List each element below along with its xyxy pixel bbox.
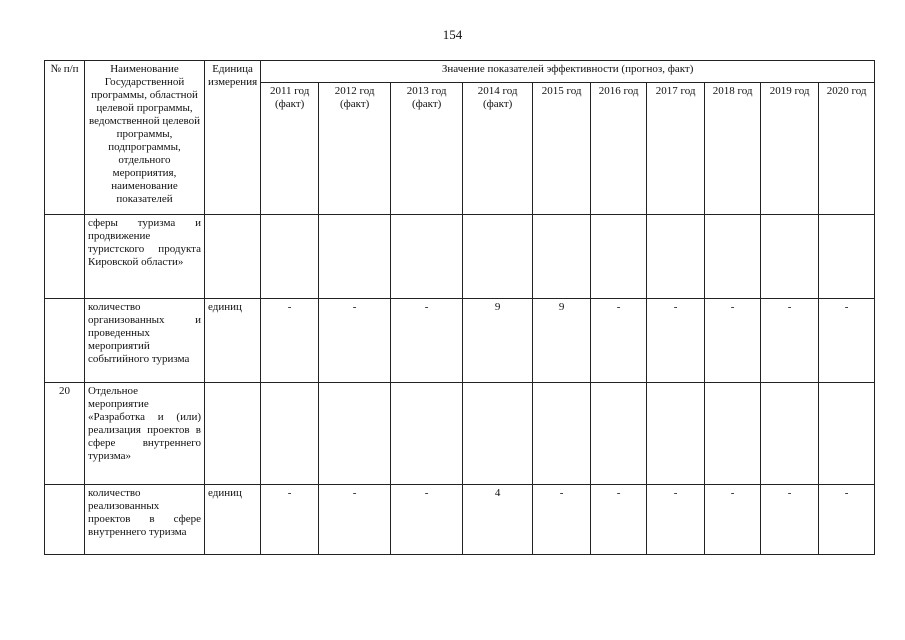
row-value	[261, 383, 319, 485]
row-value: 9	[463, 299, 533, 383]
header-values-title: Значение показателей эффективности (прогноз, факт)	[261, 61, 875, 83]
row-value: -	[819, 299, 875, 383]
table-row	[45, 215, 875, 299]
row-value: -	[261, 299, 319, 383]
year-header: 2014 год (факт)	[463, 83, 533, 215]
row-value	[591, 383, 647, 485]
row-num	[45, 215, 85, 299]
year-header: 2013 год (факт)	[391, 83, 463, 215]
row-value: -	[319, 485, 391, 555]
indicators-table	[44, 60, 875, 555]
year-header: 2018 год	[705, 83, 761, 215]
page-number: 154	[442, 27, 463, 42]
row-unit	[205, 215, 261, 299]
row-unit: единиц	[205, 299, 261, 383]
year-header: 2012 год (факт)	[319, 83, 391, 215]
year-header: 2017 год	[647, 83, 705, 215]
row-value: -	[761, 485, 819, 555]
row-value	[761, 383, 819, 485]
row-value: -	[261, 485, 319, 555]
row-value	[705, 383, 761, 485]
year-header: 2020 год	[819, 83, 875, 215]
row-value	[647, 383, 705, 485]
row-value	[319, 383, 391, 485]
table-row	[45, 485, 875, 555]
year-header: 2015 год	[533, 83, 591, 215]
row-value: -	[319, 299, 391, 383]
row-value	[647, 215, 705, 299]
row-value: -	[591, 485, 647, 555]
row-value	[261, 215, 319, 299]
row-value	[705, 215, 761, 299]
row-value	[533, 215, 591, 299]
row-value	[533, 383, 591, 485]
year-header: 2011 год (факт)	[261, 83, 319, 215]
row-value: -	[391, 485, 463, 555]
row-value	[391, 215, 463, 299]
table-row	[45, 383, 875, 485]
row-value	[761, 215, 819, 299]
row-value	[463, 215, 533, 299]
row-value: -	[647, 485, 705, 555]
row-value	[319, 215, 391, 299]
row-value: -	[705, 299, 761, 383]
header-name: Наименование Государственной программы, областной целевой программы, ведомственной целевой программы, подпрограммы, отдельного мероприятия, наименование показателей	[85, 61, 205, 215]
year-header: 2019 год	[761, 83, 819, 215]
year-header: 2016 год	[591, 83, 647, 215]
row-num: 20	[45, 383, 85, 485]
row-num	[45, 299, 85, 383]
row-name: Отдельное мероприятие «Разработка и (или) реализация проектов в сфере внутреннего туризма»	[85, 383, 205, 485]
row-value: -	[533, 485, 591, 555]
row-value: 9	[533, 299, 591, 383]
row-num	[45, 485, 85, 555]
row-value: 4	[463, 485, 533, 555]
header-row-1	[45, 61, 875, 83]
row-value	[391, 383, 463, 485]
row-value: -	[705, 485, 761, 555]
row-unit: единиц	[205, 485, 261, 555]
row-unit	[205, 383, 261, 485]
table-row	[45, 299, 875, 383]
row-value: -	[647, 299, 705, 383]
row-name: количество реализованных проектов в сфере внутреннего туризма	[85, 485, 205, 555]
row-name: количество организованных и проведенных мероприятий событийного туризма	[85, 299, 205, 383]
header-unit: Единица измерения	[205, 61, 261, 215]
row-value: -	[591, 299, 647, 383]
row-value: -	[391, 299, 463, 383]
row-value	[819, 215, 875, 299]
row-value	[463, 383, 533, 485]
header-num: № п/п	[45, 61, 85, 215]
row-value	[819, 383, 875, 485]
row-value: -	[819, 485, 875, 555]
row-value: -	[761, 299, 819, 383]
row-value	[591, 215, 647, 299]
row-name: сферы туризма и продвижение туристского продукта Кировской области»	[85, 215, 205, 299]
